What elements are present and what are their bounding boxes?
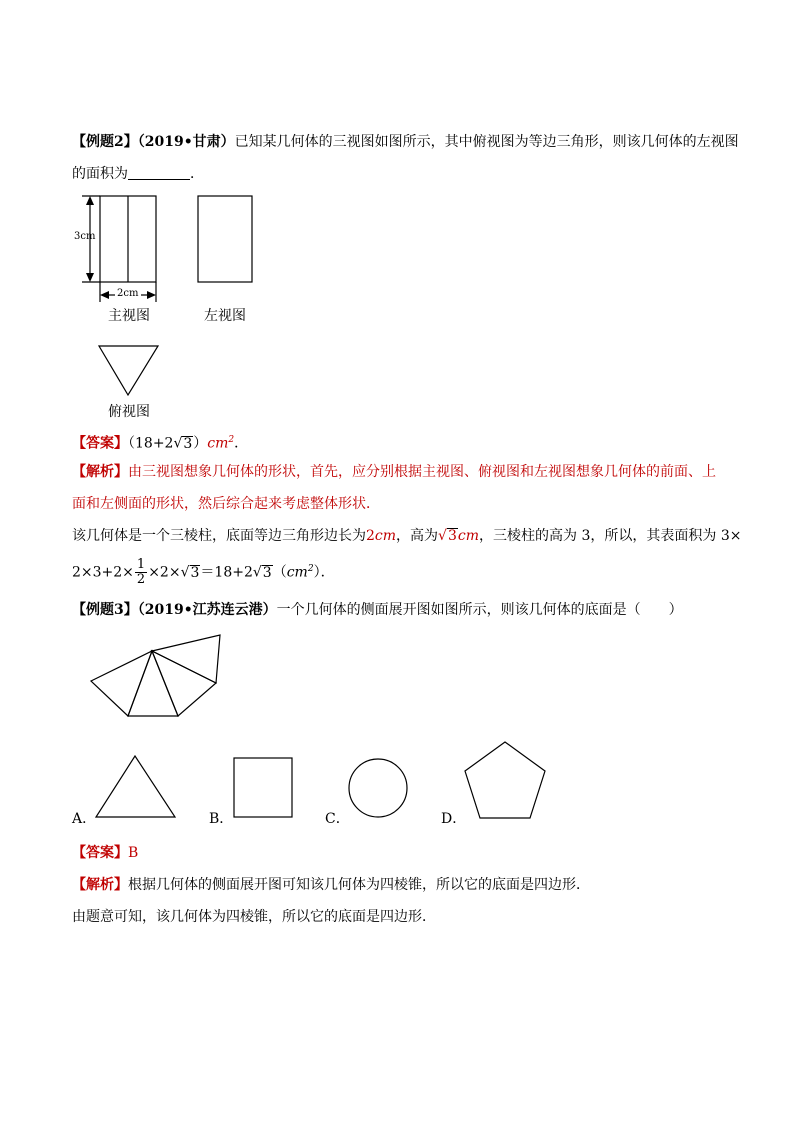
example3-conclusion: 由题意可知，该几何体为四棱锥，所以它的底面是四边形．	[72, 909, 436, 925]
answer-paren: ）	[193, 435, 208, 452]
arrow-up	[86, 196, 94, 205]
option-d-pentagon	[465, 742, 545, 818]
calc2-text-b: ×2×	[148, 564, 181, 581]
calc2-text-d: （	[272, 564, 287, 581]
calc2-text-c: ＝18+2	[200, 564, 253, 581]
arrow-left	[100, 291, 109, 299]
example2-tag: 【例题2】	[72, 134, 138, 150]
net-triangle-3	[152, 651, 216, 716]
example3-question	[72, 600, 683, 620]
arrow-right	[147, 291, 156, 299]
answer-tag: 【答案】	[72, 435, 128, 452]
arrow-down	[86, 273, 94, 282]
option-a-triangle	[96, 756, 175, 817]
example3-answer	[72, 843, 138, 863]
example2-question-suffix: ．	[190, 166, 204, 182]
answer-sqrt: 3	[183, 435, 193, 452]
example3-analysis-tag: 【解析】	[72, 877, 128, 893]
calc-text-b: ，高为	[396, 528, 439, 544]
option-b-label: B．	[209, 811, 234, 827]
left-view-caption: 左视图	[204, 308, 246, 324]
option-c-circle	[349, 759, 407, 817]
example3-answer-value: B	[128, 845, 139, 861]
fraction-numerator: 1	[136, 557, 146, 572]
example2-calc-line2	[72, 558, 335, 587]
example2-calc-line1	[72, 526, 741, 546]
top-view-caption: 俯视图	[108, 404, 150, 420]
option-a-label: A．	[72, 811, 97, 827]
fraction-half	[135, 558, 147, 587]
calc2-unit: cm	[286, 564, 308, 581]
calc-text-c: ，三棱柱的高为 3，所以，其表面积为 3×	[479, 528, 742, 544]
example3-tag: 【例题3】	[72, 602, 138, 618]
sqrt-symbol: √	[252, 564, 262, 581]
top-view-triangle	[99, 346, 158, 395]
calc2-text-e: ）．	[313, 564, 335, 581]
calc-unit-height: cm	[457, 528, 480, 544]
example2-analysis-line2: 面和左侧面的形状，然后综合起来考虑整体形状．	[72, 496, 380, 512]
calc-text-a: 该几何体是一个三棱柱，底面等边三角形边长为	[72, 528, 366, 544]
example2-analysis-line1	[72, 462, 716, 482]
height-label: 3cm	[74, 231, 96, 242]
calc2-sqrt-2: 3	[262, 564, 272, 581]
fraction-denominator: 2	[136, 572, 146, 587]
sqrt-symbol: √	[180, 564, 190, 581]
answer-end: ．	[234, 435, 249, 452]
analysis-text-1: 由三视图想象几何体的形状，首先，应分别根据主视图、俯视图和左视图想象几何体的前面、上	[128, 464, 716, 480]
calc2-exp: 2	[307, 563, 314, 574]
calc-value-side: 2	[366, 528, 375, 544]
example3-question-text: 一个几何体的侧面展开图如图所示，则该几何体的底面是（ ）	[276, 602, 683, 618]
sqrt-symbol: √	[173, 435, 183, 452]
answer-prefix: （18+2	[128, 435, 174, 452]
example2-source: （2019•甘肃）	[137, 134, 235, 150]
calc-unit-side: cm	[374, 528, 397, 544]
calc2-text-a: 2×3+2×	[72, 564, 134, 581]
example3-source: （2019•江苏连云港）	[137, 602, 277, 618]
option-b-square	[234, 758, 292, 817]
front-view-caption: 主视图	[108, 308, 150, 324]
answer-exp: 2	[228, 435, 235, 445]
example2-answer	[72, 430, 248, 454]
example3-analysis-text: 根据几何体的侧面展开图可知该几何体为四棱锥，所以它的底面是四边形．	[128, 877, 590, 893]
option-c-label: C．	[325, 811, 350, 827]
net-triangle-1	[91, 651, 152, 716]
option-d-label: D．	[441, 811, 467, 827]
sqrt-symbol: √	[438, 528, 447, 544]
left-view-rect	[198, 196, 252, 282]
width-label: 2cm	[117, 288, 139, 299]
calc2-sqrt-1: 3	[190, 564, 200, 581]
example3-analysis	[72, 875, 590, 895]
example2-question-prefix: 的面积为	[72, 166, 128, 182]
calc-sqrt-height: 3	[447, 528, 457, 544]
example2-question-text: 已知某几何体的三视图如图所示，其中俯视图为等边三角形，则该几何体的左视图	[234, 134, 739, 150]
analysis-tag: 【解析】	[72, 464, 128, 480]
answer-unit: cm	[207, 435, 229, 452]
example3-answer-tag: 【答案】	[72, 845, 128, 861]
